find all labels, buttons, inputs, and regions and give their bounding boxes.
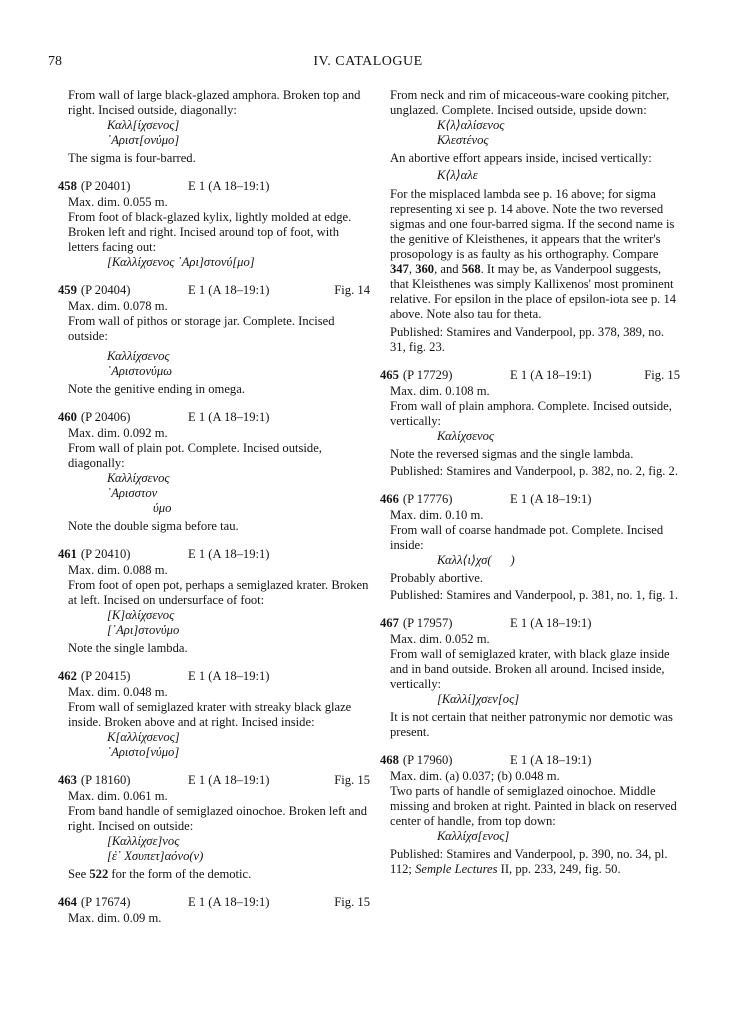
entry-heading <box>58 895 370 911</box>
inventory-number: (P 18160) <box>80 773 131 787</box>
entry-dimensions: Max. dim. 0.092 m. <box>68 426 168 440</box>
entry-466 <box>380 492 680 603</box>
entry-459 <box>58 283 370 397</box>
publication-text: Published: Stamires and Vanderpool, p. 390, no. 34, pl. 112; <box>390 847 668 876</box>
entry-heading <box>58 410 370 426</box>
entry-465 <box>380 368 680 479</box>
inventory-number: (P 17776) <box>402 492 453 506</box>
entry-description: From wall of coarse handmade pot. Complete. Incised inside: <box>390 523 664 552</box>
inscription-line: [Καλλίχσενος ᾿Αρι]στονύ[μο] <box>107 255 255 269</box>
entry-note <box>68 867 370 882</box>
entry-dimensions: Max. dim. 0.09 m. <box>68 911 162 925</box>
deposit-context: E 1 (A 18–19:1) <box>188 410 270 424</box>
inscription-line: ᾿Αριστ[ονύμο] <box>107 133 180 147</box>
entry-number: 459 <box>58 283 77 297</box>
inventory-number: (P 17729) <box>402 368 453 382</box>
inscription-line: Καλλίχσ[ενος] <box>437 829 510 843</box>
deposit-context: E 1 (A 18–19:1) <box>188 283 270 297</box>
figure-reference: Fig. 15 <box>334 773 370 787</box>
entry-462 <box>58 669 370 760</box>
inscription-line: [ἐ᾿ Χσυπετ]αόνο(ν) <box>107 849 204 863</box>
inventory-number: (P 17960) <box>402 753 453 767</box>
entry-dimensions: Max. dim. 0.061 m. <box>68 789 168 803</box>
publication-title: Semple Lectures <box>415 862 498 876</box>
figure-reference: Fig. 15 <box>334 895 370 909</box>
entry-468 <box>380 753 680 877</box>
deposit-context: E 1 (A 18–19:1) <box>188 547 270 561</box>
entry-heading <box>58 179 370 195</box>
entry-description: From wall of plain pot. Complete. Incised outside, diagonally: <box>68 441 322 470</box>
running-header <box>48 54 688 72</box>
entry-dimensions: Max. dim. 0.10 m. <box>390 508 484 522</box>
figure-reference: Fig. 15 <box>644 368 680 382</box>
entry-number: 466 <box>380 492 399 506</box>
entry-dimensions: Max. dim. 0.088 m. <box>68 563 168 577</box>
cross-reference-link[interactable]: 522 <box>89 867 109 881</box>
inscription-line: Κ⟨λ⟩αλίσενος <box>437 118 505 132</box>
publication-text: II, pp. 233, 249, fig. 50. <box>497 862 621 876</box>
entry-number: 460 <box>58 410 77 424</box>
deposit-context: E 1 (A 18–19:1) <box>510 753 592 767</box>
commentary-text: , <box>408 262 416 276</box>
inscription-line: ύμο <box>153 501 172 515</box>
entry-note: An abortive effort appears inside, incised vertically: <box>390 151 652 165</box>
entry-heading <box>58 669 370 685</box>
entry-heading <box>380 492 680 508</box>
deposit-context: E 1 (A 18–19:1) <box>188 895 270 909</box>
inscription-line: Καλλίχσενος <box>107 349 170 363</box>
entry-number: 467 <box>380 616 399 630</box>
entry-461 <box>58 547 370 656</box>
figure-reference: Fig. 14 <box>334 283 370 297</box>
entry-description: From neck and rim of micaceous-ware cooking pitcher, unglazed. Complete. Incised outside, upside down: <box>390 88 670 117</box>
inscription-line: ᾿Αρισστον <box>107 486 158 500</box>
entry-number: 464 <box>58 895 77 909</box>
entry-heading <box>58 547 370 563</box>
entry-number: 468 <box>380 753 399 767</box>
publication-reference: Published: Stamires and Vanderpool, p. 381, no. 1, fig. 1. <box>390 588 679 602</box>
deposit-context: E 1 (A 18–19:1) <box>510 368 592 382</box>
entry-463 <box>58 773 370 882</box>
entry-description: From wall of semiglazed krater, with black glaze inside and in band outside. Broken all around. Incised inside, vertically: <box>390 647 670 691</box>
commentary-text: For the misplaced lambda see p. 16 above; for sigma representing xi see p. 14 above. Note the two reversed sigmas and one four-barred sigma. If the second name is the genitive of Kleisthenes, it appears that the writer's prosopology is as faulty as his orthography. Compare <box>390 187 675 261</box>
inventory-number: (P 20406) <box>80 410 131 424</box>
entry-description: From wall of plain amphora. Complete. Incised outside, vertically: <box>390 399 672 428</box>
note-text: See <box>68 867 90 881</box>
entry-467 <box>380 616 680 740</box>
inscription-line: Καλλ[ίχσενος] <box>107 118 180 132</box>
entry-heading <box>380 753 680 769</box>
commentary-text: . It may be, as Vanderpool suggests, that Kleisthenes was simply Kallixenos' most prominent relative. For epsilon in the place of epsilon-iota see p. 14 above. Note also tau for theta. <box>390 262 677 321</box>
entry-description: From wall of semiglazed krater with streaky black glaze inside. Broken above and at right. Incised inside: <box>68 700 352 729</box>
inventory-number: (P 20415) <box>80 669 131 683</box>
entry-note: Note the single lambda. <box>68 641 188 655</box>
entry-description: From wall of large black-glazed amphora. Broken top and right. Incised outside, diagonally: <box>68 88 361 117</box>
cross-reference-link[interactable]: 347 <box>390 262 409 276</box>
note-text: for the form of the demotic. <box>108 867 252 881</box>
entry-number: 465 <box>380 368 399 382</box>
entry-dimensions: Max. dim. (a) 0.037; (b) 0.048 m. <box>390 769 560 783</box>
entry-note: Note the genitive ending in omega. <box>68 382 245 396</box>
entry-note: The sigma is four-barred. <box>68 151 196 165</box>
entry-heading <box>58 773 370 789</box>
inscription-line: [Καλλί]χσεν[ος] <box>437 692 520 706</box>
inventory-number: (P 20404) <box>80 283 131 297</box>
entry-464 <box>58 895 370 926</box>
deposit-context: E 1 (A 18–19:1) <box>188 669 270 683</box>
inventory-number: (P 17674) <box>80 895 131 909</box>
entry-note: Probably abortive. <box>390 571 484 585</box>
entry-description: From foot of black-glazed kylix, lightly molded at edge. Broken left and right. Incised around top of foot, with letters facing out: <box>68 210 352 254</box>
publication-reference: Published: Stamires and Vanderpool, p. 382, no. 2, fig. 2. <box>390 464 679 478</box>
chapter-title: IV. CATALOGUE <box>313 54 423 69</box>
inscription-line: [Κ]αλίχσενος <box>107 608 175 622</box>
entry-460 <box>58 410 370 534</box>
deposit-context: E 1 (A 18–19:1) <box>188 773 270 787</box>
entry-note: Note the reversed sigmas and the single lambda. <box>390 447 634 461</box>
entry-number: 458 <box>58 179 77 193</box>
entry-dimensions: Max. dim. 0.048 m. <box>68 685 168 699</box>
inscription-line: Κ⟨λ⟩αλε <box>437 168 478 182</box>
entry-dimensions: Max. dim. 0.052 m. <box>390 632 490 646</box>
inventory-number: (P 17957) <box>402 616 453 630</box>
inscription-line: [᾿Αρι]στονύμο <box>107 623 180 637</box>
right-column <box>380 88 680 879</box>
commentary-text: , and <box>434 262 462 276</box>
entry-continuation <box>58 88 370 166</box>
entry-heading <box>58 283 370 299</box>
publication-reference <box>390 847 680 877</box>
entry-description: From wall of pithos or storage jar. Complete. Incised outside: <box>68 314 335 343</box>
entry-note: Note the double sigma before tau. <box>68 519 239 533</box>
inscription-line: [Καλλίχσε]νος <box>107 834 180 848</box>
deposit-context: E 1 (A 18–19:1) <box>510 616 592 630</box>
inscription-line: Καλλ⟨ι⟩χσ( ) <box>437 553 515 567</box>
commentary-paragraph <box>390 187 680 322</box>
entry-number: 461 <box>58 547 77 561</box>
cross-reference-link[interactable]: 568 <box>461 262 481 276</box>
deposit-context: E 1 (A 18–19:1) <box>510 492 592 506</box>
inscription-line: Καλίχσενος <box>437 429 495 443</box>
entry-number: 463 <box>58 773 77 787</box>
inventory-number: (P 20401) <box>80 179 131 193</box>
entry-description: Two parts of handle of semiglazed oinochoe. Middle missing and broken at right. Painted in black on reserved center of handle, from top down: <box>390 784 677 828</box>
inscription-line: ᾿Αριστονύμω <box>107 364 173 378</box>
inscription-line: Κ[αλλίχσενος] <box>107 730 180 744</box>
entry-464-continued <box>380 88 680 355</box>
entry-dimensions: Max. dim. 0.108 m. <box>390 384 490 398</box>
entry-dimensions: Max. dim. 0.078 m. <box>68 299 168 313</box>
entry-note: It is not certain that neither patronymic nor demotic was present. <box>390 710 673 739</box>
entry-dimensions: Max. dim. 0.055 m. <box>68 195 168 209</box>
inscription-line: Κλεστένος <box>437 133 489 147</box>
page-number: 78 <box>48 54 62 69</box>
entry-458 <box>58 179 370 270</box>
cross-reference-link[interactable]: 360 <box>415 262 435 276</box>
entry-heading <box>380 616 680 632</box>
inscription-line: ᾿Αριστο[νύμο] <box>107 745 180 759</box>
entry-number: 462 <box>58 669 77 683</box>
publication-reference: Published: Stamires and Vanderpool, pp. 378, 389, no. 31, fig. 23. <box>390 325 665 354</box>
inventory-number: (P 20410) <box>80 547 131 561</box>
deposit-context: E 1 (A 18–19:1) <box>188 179 270 193</box>
left-column <box>58 88 370 926</box>
entry-description: From foot of open pot, perhaps a semiglazed krater. Broken at left. Incised on undersurface of foot: <box>68 578 369 607</box>
entry-description: From band handle of semiglazed oinochoe. Broken left and right. Incised on outside: <box>68 804 368 833</box>
inscription-line: Καλλίχσενος <box>107 471 170 485</box>
entry-heading <box>380 368 680 384</box>
